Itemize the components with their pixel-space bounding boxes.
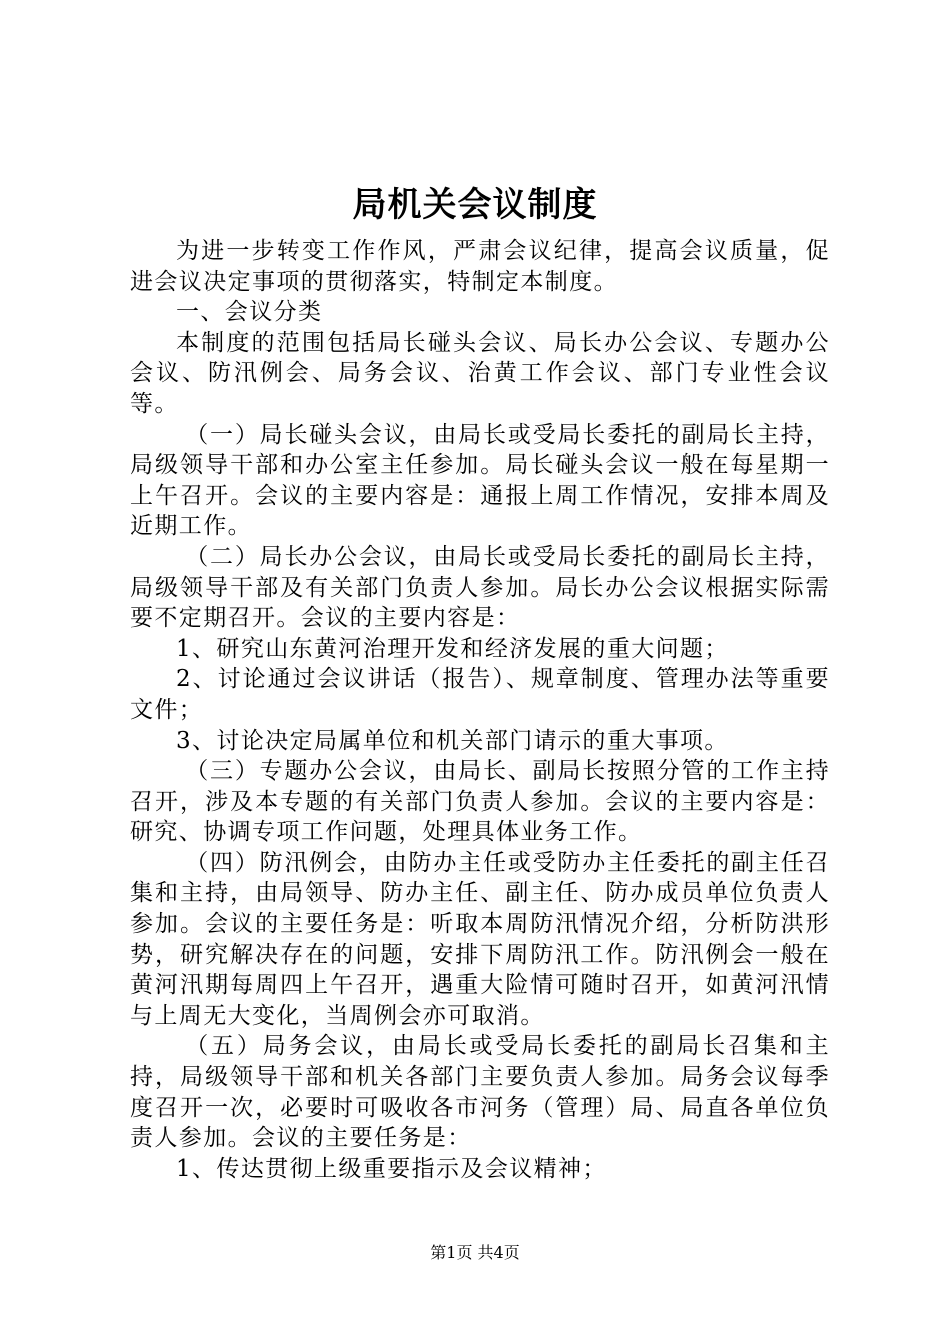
meeting-type-paragraph: （二）局长办公会议，由局长或受局长委托的副局长主持，局级领导干部及有关部门负责人参加。局长办公会议根据实际需要不定期召开。会议的主要内容是： <box>130 543 830 632</box>
meeting-type-paragraph: （一）局长碰头会议，由局长或受局长委托的副局长主持，局级领导干部和办公室主任参加。局长碰头会议一般在每星期一上午召开。会议的主要内容是：通报上周工作情况，安排本周及近期工作。 <box>130 421 830 540</box>
scope-paragraph: 本制度的范围包括局长碰头会议、局长办公会议、专题办公会议、防汛例会、局务会议、治黄工作会议、部门专业性会议等。 <box>130 329 830 417</box>
meeting-type-paragraph: （五）局务会议，由局长或受局长委托的副局长召集和主持，局级领导干部和机关各部门主要负责人参加。局务会议每季度召开一次，必要时可吸收各市河务（管理）局、局直各单位负责人参加。会议的主要任务是： <box>130 1033 830 1152</box>
document-title: 局机关会议制度 <box>352 185 598 225</box>
list-item: 1、传达贯彻上级重要指示及会议精神； <box>176 1155 607 1182</box>
document-body <box>130 236 830 1184</box>
list-item: 3、讨论决定局属单位和机关部门请示的重大事项。 <box>176 727 729 754</box>
intro-paragraph: 为进一步转变工作作风，严肃会议纪律，提高会议质量，促进会议决定事项的贯彻落实，特制定本制度。 <box>130 238 830 295</box>
section-heading: 一、会议分类 <box>176 299 323 326</box>
page-number-footer: 第1页 共4页 <box>430 1243 520 1262</box>
list-item: 1、研究山东黄河治理开发和经济发展的重大问题； <box>176 635 729 662</box>
meeting-type-paragraph: （三）专题办公会议，由局长、副局长按照分管的工作主持召开，涉及本专题的有关部门负责人参加。会议的主要内容是：研究、协调专项工作问题，处理具体业务工作。 <box>130 758 830 846</box>
list-item: 2、讨论通过会议讲话（报告）、规章制度、管理办法等重要文件； <box>130 666 830 723</box>
meeting-type-paragraph: （四）防汛例会，由防办主任或受防办主任委托的副主任召集和主持，由局领导、防办主任、副主任、防办成员单位负责人参加。会议的主要任务是：听取本周防汛情况介绍，分析防洪形势，研究解决存在的问题，安排下周防汛工作。防汛例会一般在黄河汛期每周四上午召开，遇重大险情可随时召开，如黄河汛情与上周无大变化，当周例会亦可取消。 <box>130 849 830 1029</box>
